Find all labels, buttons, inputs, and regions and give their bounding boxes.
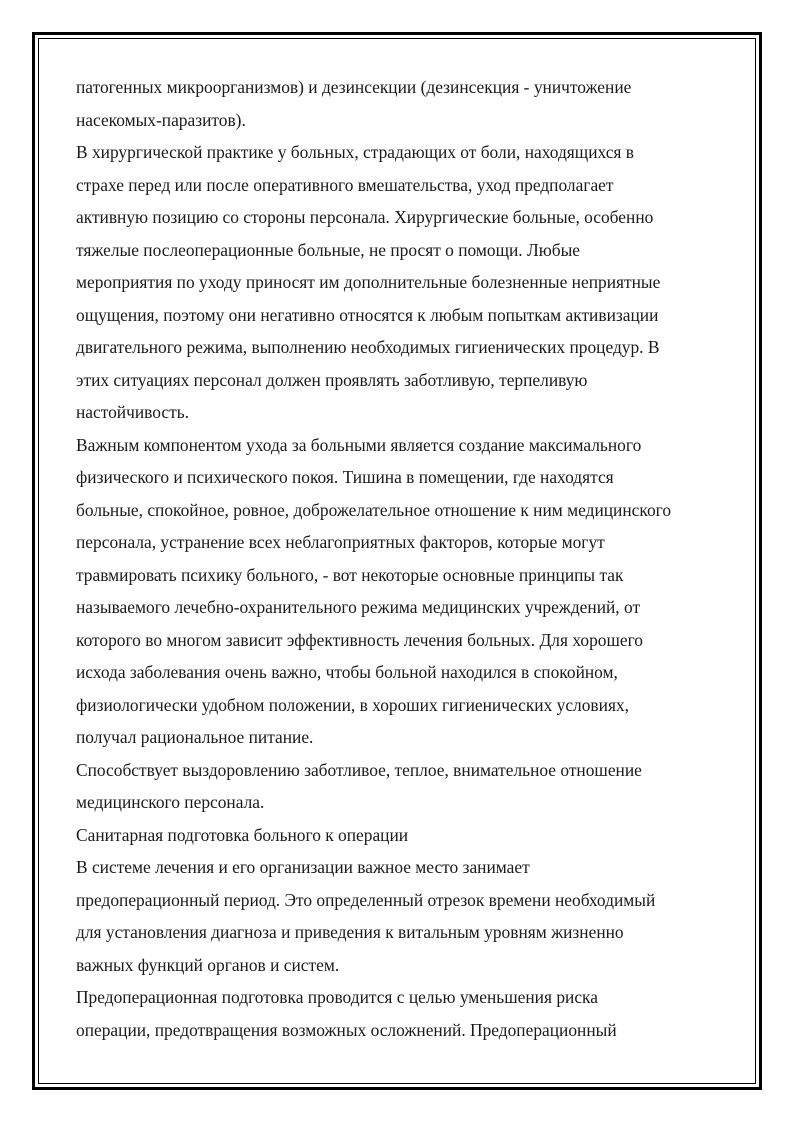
text-line: травмировать психику больного, - вот некоторые основные принципы так <box>76 564 624 585</box>
text-line: важных функций органов и систем. <box>76 954 340 975</box>
text-line: медицинского персонала. <box>76 792 265 812</box>
text-line: называемого лечебно-охранительного режима медицинских учреждений, от <box>76 597 641 617</box>
text-line: ощущения, поэтому они негативно относятся к любым попыткам активизации <box>76 304 659 325</box>
text-line: двигательного режима, выполнению необходимых гигиенических процедур. В <box>76 337 660 357</box>
text-line: Способствует выздоровлению заботливое, теплое, внимательное отношение <box>76 759 642 780</box>
text-line: больные, спокойное, ровное, доброжелательное отношение к ним медицинского <box>76 499 672 520</box>
text-line: настойчивость. <box>76 402 189 422</box>
text-line: В системе лечения и его организации важное место занимает <box>76 857 530 877</box>
text-line: физиологически удобном положении, в хороших гигиенических условиях, <box>76 694 629 715</box>
text-line: страхе перед или после оперативного вмешательства, уход предполагает <box>76 174 614 195</box>
text-line: Важным компонентом ухода за больными является создание максимального <box>76 434 642 455</box>
text-line: Предоперационная подготовка проводится с целью уменьшения риска <box>76 987 598 1007</box>
text-line: физического и психического покоя. Тишина в помещении, где находятся <box>76 467 614 487</box>
text-line: мероприятия по уходу приносят им дополнительные болезненные неприятные <box>76 272 661 292</box>
document-body <box>76 71 726 1046</box>
text-line: которого во многом зависит эффективность лечения больных. Для хорошего <box>76 629 643 650</box>
text-line: тяжелые послеоперационные больные, не просят о помощи. Любые <box>76 239 581 260</box>
text-line: патогенных микроорганизмов) и дезинсекции (дезинсекция - уничтожение <box>76 77 632 97</box>
text-line: получал рациональное питание. <box>76 727 314 747</box>
section-heading: Санитарная подготовка больного к операции <box>76 824 409 845</box>
text-line: этих ситуациях персонал должен проявлять заботливую, терпеливую <box>76 369 588 390</box>
text-line: персонала, устранение всех неблагоприятных факторов, которые могут <box>76 532 605 552</box>
text-line: операции, предотвращения возможных осложнений. Предоперационный <box>76 1019 617 1040</box>
text-line: В хирургической практике у больных, страдающих от боли, находящихся в <box>76 142 634 162</box>
text-line: для установления диагноза и приведения к витальным уровням жизненно <box>76 922 624 942</box>
text-line: предоперационный период. Это определенный отрезок времени необходимый <box>76 889 656 910</box>
text-line: активную позицию со стороны персонала. Хирургические больные, особенно <box>76 207 654 227</box>
text-line: насекомых-паразитов). <box>76 109 246 130</box>
text-line: исхода заболевания очень важно, чтобы больной находился в спокойном, <box>76 662 618 682</box>
